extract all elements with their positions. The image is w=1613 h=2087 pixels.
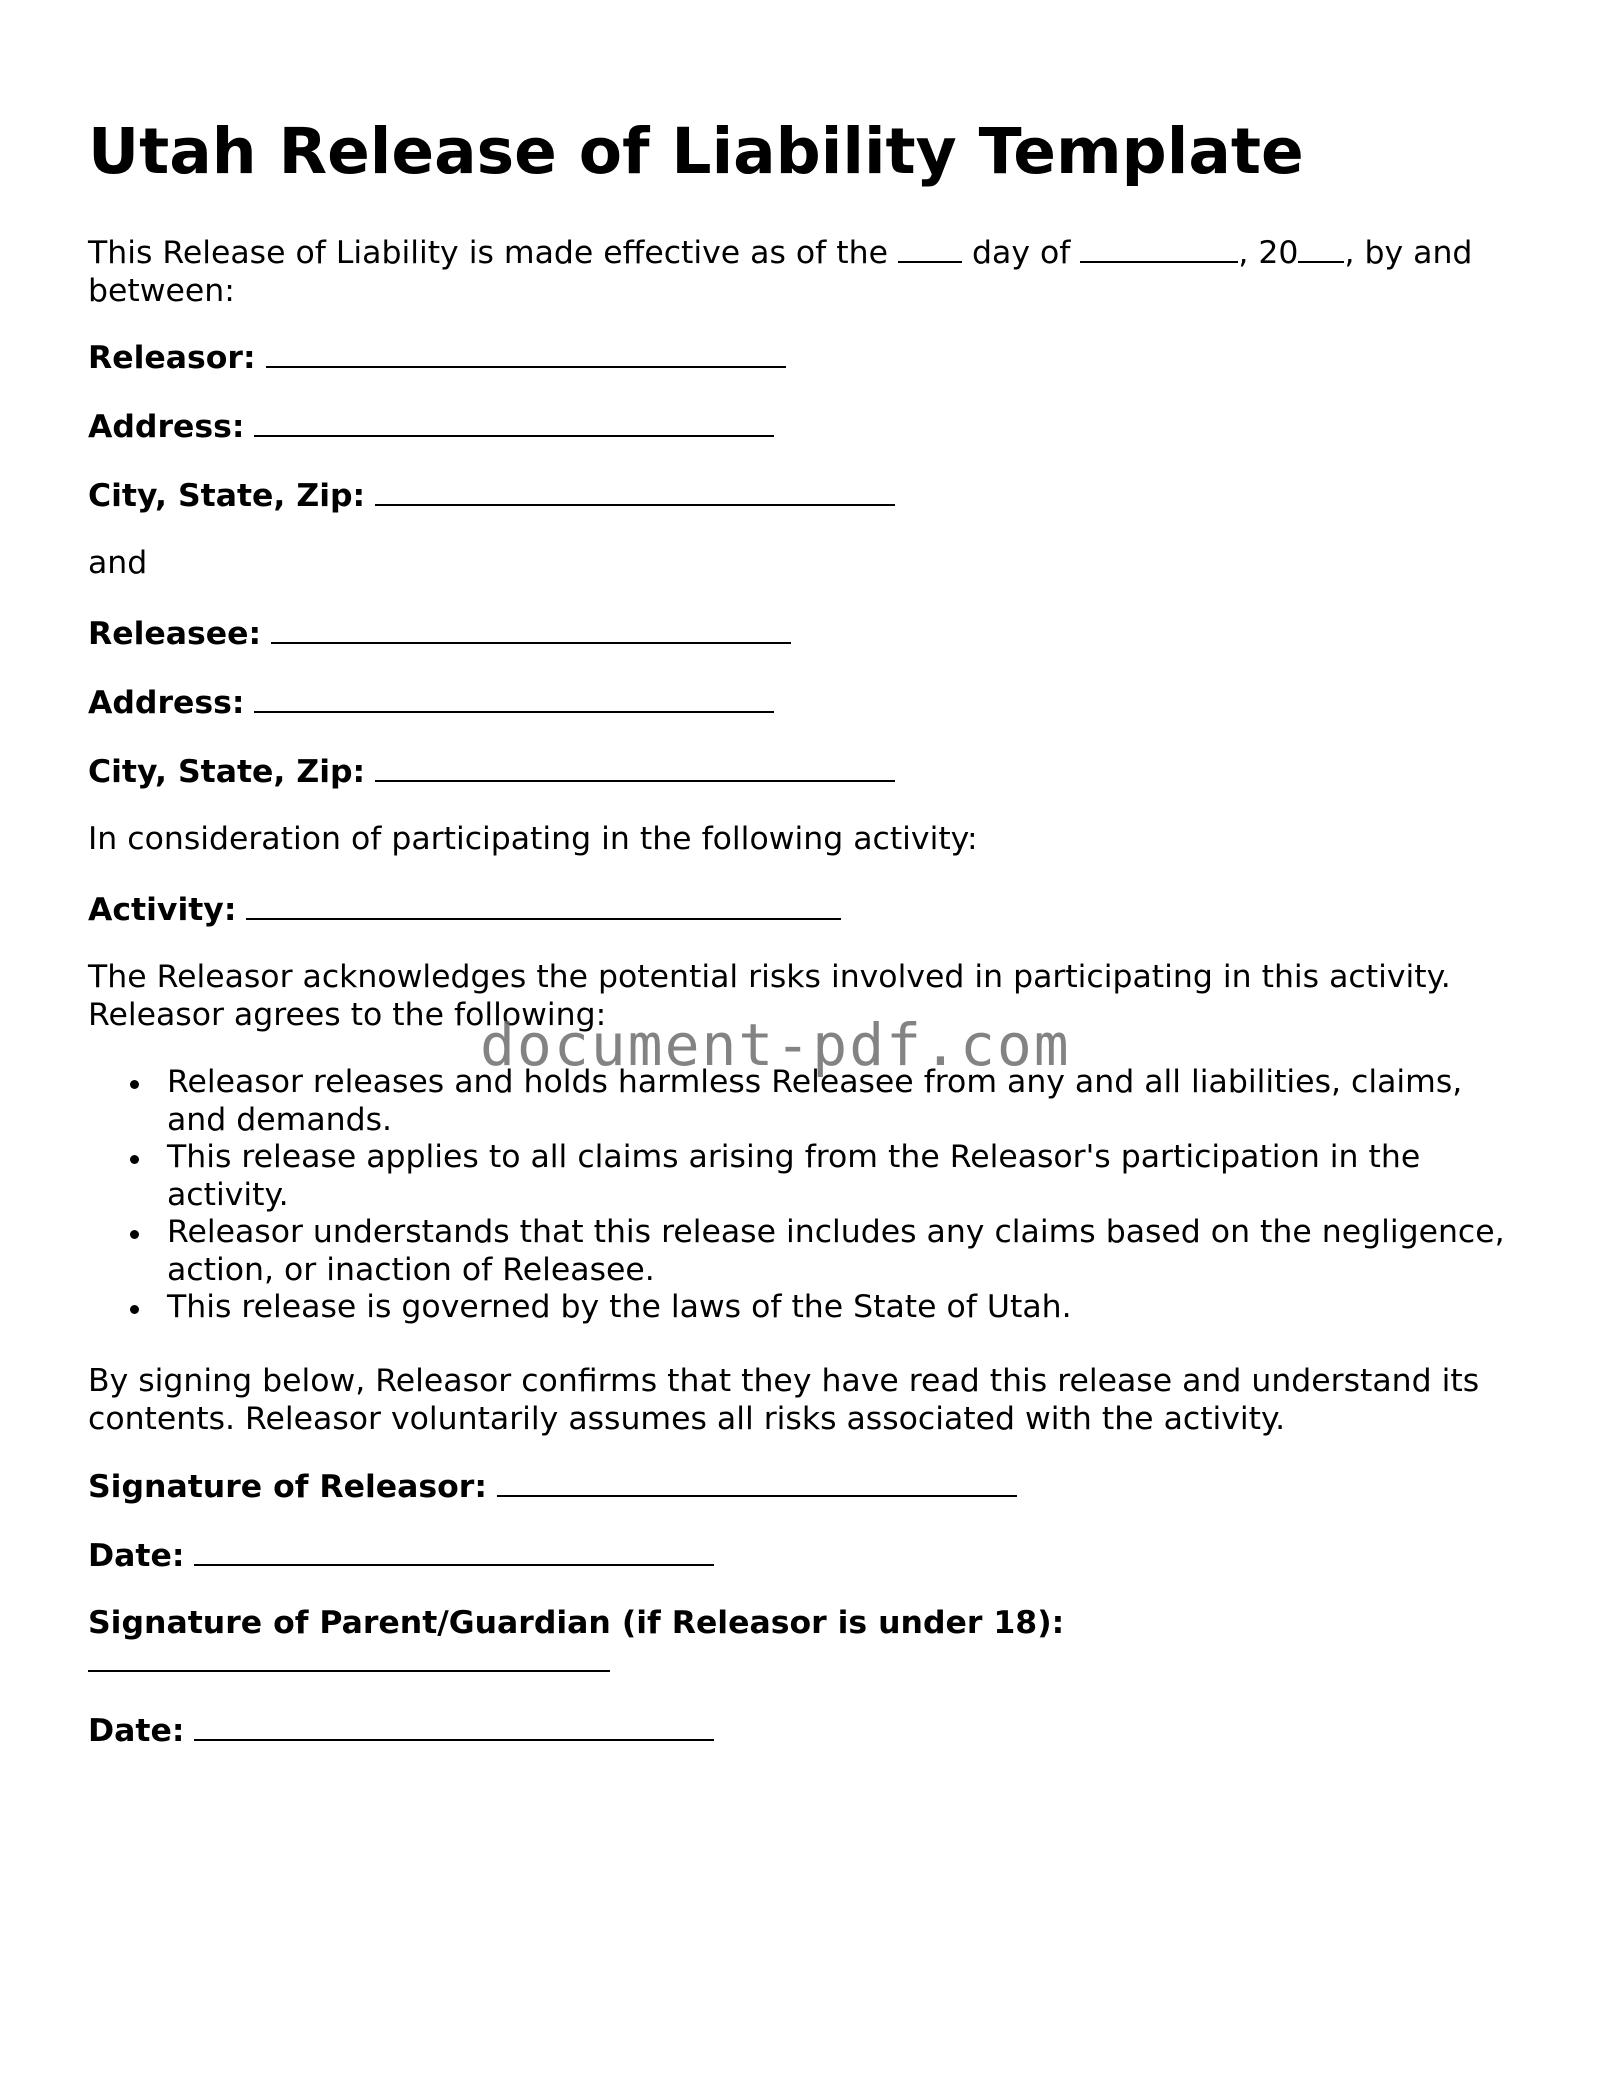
day-blank[interactable] <box>898 233 962 263</box>
document-title: Utah Release of Liability Template <box>88 115 1304 188</box>
guardian-signature-field <box>88 1605 1064 1643</box>
releasor-address-field <box>88 407 774 447</box>
intro-paragraph <box>88 233 1525 310</box>
intro-prefix: This Release of Liability is made effective as of the <box>88 235 888 271</box>
releasee-address-label: Address: <box>88 685 245 721</box>
intro-day-suffix: day of <box>972 235 1071 271</box>
guardian-signature-blank[interactable] <box>88 1668 610 1672</box>
releasor-city-field <box>88 476 895 516</box>
and-text: and <box>88 545 148 581</box>
releasor-label: Releasor: <box>88 340 256 376</box>
date-field-2 <box>88 1711 714 1751</box>
releasor-signature-blank[interactable] <box>497 1467 1017 1497</box>
releasor-city-label: City, State, Zip: <box>88 478 366 514</box>
list-item: This release is governed by the laws of the State of Utah. <box>167 1289 1525 1327</box>
date-label-2: Date: <box>88 1713 185 1749</box>
date-blank-1[interactable] <box>194 1536 714 1566</box>
list-item: This release applies to all claims arising from the Releasor's participation in the activity. <box>167 1139 1525 1214</box>
releasee-city-field <box>88 752 895 792</box>
releasor-city-blank[interactable] <box>375 476 895 506</box>
list-item: Releasor understands that this release includes any claims based on the negligence, action, or inaction of Releasee. <box>167 1214 1525 1289</box>
date-blank-2[interactable] <box>194 1711 714 1741</box>
releasor-field <box>88 338 786 378</box>
releasor-address-blank[interactable] <box>254 407 774 437</box>
activity-blank[interactable] <box>246 890 841 920</box>
releasor-signature-label: Signature of Releasor: <box>88 1469 487 1505</box>
releasee-field <box>88 614 791 654</box>
activity-field <box>88 890 841 930</box>
releasor-address-label: Address: <box>88 409 245 445</box>
releasee-label: Releasee: <box>88 616 262 652</box>
confirm-paragraph: By signing below, Releasor confirms that they have read this release and understand its contents. Releasor voluntarily assumes all risks associated with the activity. <box>88 1363 1480 1437</box>
intro-suffix: , by and between: <box>88 235 1473 309</box>
consideration-text: In consideration of participating in the following activity: <box>88 821 978 857</box>
releasee-address-blank[interactable] <box>254 683 774 713</box>
releasee-city-label: City, State, Zip: <box>88 754 366 790</box>
watermark-text: document-pdf.com <box>480 1011 1071 1079</box>
list-item: Releasor releases and holds harmless Releasee from any and all liabilities, claims, and demands. <box>167 1064 1525 1139</box>
date-label-1: Date: <box>88 1538 185 1574</box>
releasor-signature-field <box>88 1467 1017 1507</box>
date-field-1 <box>88 1536 714 1576</box>
releasee-city-blank[interactable] <box>375 752 895 782</box>
terms-list <box>88 1064 1525 1327</box>
year-blank[interactable] <box>1298 233 1344 263</box>
activity-label: Activity: <box>88 892 237 928</box>
intro-year-prefix: , 20 <box>1238 235 1299 271</box>
month-blank[interactable] <box>1080 233 1238 263</box>
releasee-blank[interactable] <box>271 614 791 644</box>
releasor-blank[interactable] <box>266 338 786 368</box>
guardian-signature-label: Signature of Parent/Guardian (if Releasor is under 18): <box>88 1605 1065 1641</box>
releasee-address-field <box>88 683 774 723</box>
acknowledge-paragraph: The Releasor acknowledges the potential risks involved in participating in this activity. Releasor agrees to the following: <box>88 959 1451 1033</box>
